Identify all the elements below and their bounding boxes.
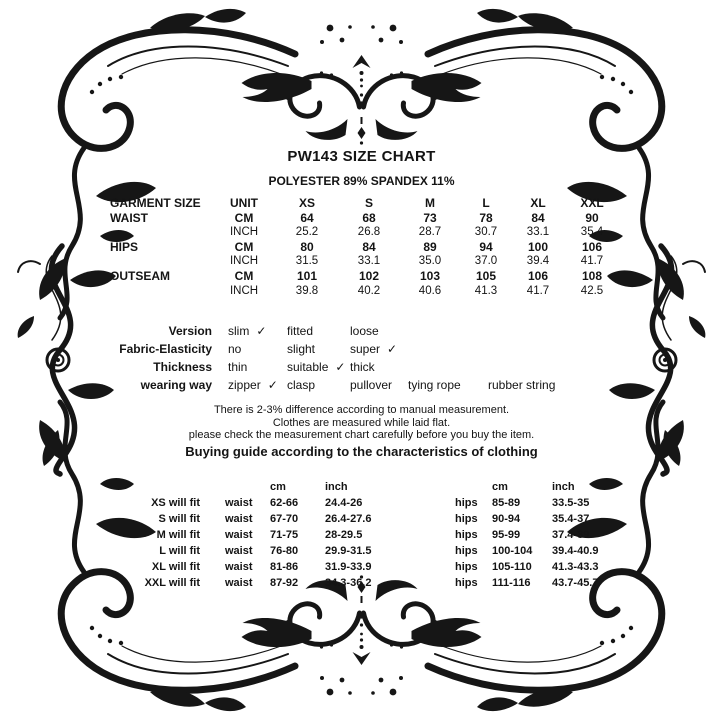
char-label: Thickness	[153, 360, 212, 374]
guide-hips-inch: 43.7-45.7	[552, 577, 599, 589]
col-header-xl: XL	[530, 196, 546, 210]
value-cell: 64	[300, 210, 314, 225]
col-header-unit: UNIT	[230, 196, 258, 210]
option-text: thick	[350, 360, 375, 374]
guide-header-row	[140, 479, 640, 495]
char-option	[350, 340, 408, 358]
size-row-hips-cm	[110, 240, 620, 255]
guide-hips-inch: 33.5-35	[552, 497, 590, 509]
size-row-waist-inch	[110, 225, 620, 240]
value-cell: 84	[531, 210, 545, 225]
option-text: loose	[350, 324, 379, 338]
char-row-elasticity	[80, 340, 555, 358]
option-text: clasp	[287, 378, 316, 392]
value-cell: 41.7	[526, 284, 550, 297]
char-option	[287, 340, 350, 358]
guide-waist-inch: 28-29.5	[325, 529, 363, 541]
value-cell: 35.0	[418, 255, 442, 268]
char-option	[350, 322, 408, 340]
value-cell: 30.7	[474, 226, 498, 239]
value-cell: 94	[479, 239, 493, 254]
guide-waist-label: waist	[225, 529, 253, 541]
option-text: suitable	[287, 360, 329, 374]
buying-guide-title: Buying guide according to the characteristics of clothing	[185, 443, 538, 459]
value-cell: 102	[358, 268, 380, 283]
guide-waist-inch: 29.9-31.5	[325, 545, 372, 557]
guide-header-inch: inch	[552, 481, 575, 493]
char-row-wearing-way	[80, 376, 555, 394]
char-label: wearing way	[140, 378, 212, 392]
guide-hips-inch: 39.4-40.9	[552, 545, 599, 557]
size-row-waist-cm	[110, 211, 620, 226]
char-label: Version	[168, 324, 212, 338]
guide-hips-cm: 90-94	[492, 513, 521, 525]
size-row-outseam-inch	[110, 284, 620, 299]
guide-waist-label: waist	[225, 497, 253, 509]
char-option	[228, 376, 287, 394]
guide-hips-cm: 85-89	[492, 497, 521, 509]
page-title: PW143 SIZE CHART	[287, 148, 436, 165]
char-option	[228, 322, 287, 340]
option-text: super	[350, 342, 381, 356]
guide-hips-cm: 100-104	[492, 545, 533, 557]
value-cell: 68	[362, 210, 376, 225]
char-option	[228, 340, 287, 358]
guide-header-cm: cm	[270, 481, 286, 493]
value-cell: 89	[423, 239, 437, 254]
unit-cell: INCH	[229, 255, 259, 268]
guide-hips-inch: 41.3-43.3	[552, 561, 599, 573]
value-cell: 33.1	[357, 255, 381, 268]
row-label: WAIST	[110, 210, 148, 225]
value-cell: 90	[585, 210, 599, 225]
value-cell: 80	[300, 239, 314, 254]
char-option	[287, 322, 350, 340]
notes-section	[0, 404, 723, 458]
char-option	[287, 358, 350, 376]
value-cell: 28.7	[418, 226, 442, 239]
option-text: zipper	[228, 378, 261, 392]
guide-hips-label: hips	[455, 529, 478, 541]
col-header-m: M	[425, 196, 435, 210]
char-options	[228, 340, 408, 358]
guide-hips-cm: 95-99	[492, 529, 521, 541]
col-header-l: L	[482, 196, 490, 210]
row-label	[110, 225, 212, 240]
spacer-cell	[140, 479, 200, 495]
guide-waist-label: waist	[225, 561, 253, 573]
value-cell: 37.0	[474, 255, 498, 268]
guide-hips-label: hips	[455, 497, 478, 509]
size-table	[110, 196, 620, 298]
guide-waist-label: waist	[225, 577, 253, 589]
value-cell: 42.5	[580, 284, 604, 297]
note-line: There is 2-3% difference according to manual measurement.	[213, 404, 510, 416]
guide-row-l	[140, 543, 640, 559]
guide-row-xs	[140, 495, 640, 511]
guide-waist-cm: 62-66	[270, 497, 299, 509]
value-cell: 41.3	[474, 284, 498, 297]
char-option	[350, 358, 408, 376]
size-row-hips-inch	[110, 254, 620, 269]
value-cell: 84	[362, 239, 376, 254]
char-row-version	[80, 322, 555, 340]
guide-waist-inch: 26.4-27.6	[325, 513, 372, 525]
col-header-xs: XS	[298, 196, 315, 210]
option-text: no	[228, 342, 242, 356]
char-option	[408, 376, 488, 394]
guide-waist-cm: 81-86	[270, 561, 299, 573]
unit-cell: CM	[234, 239, 254, 254]
guide-waist-cm: 87-92	[270, 577, 299, 589]
spacer-cell	[200, 479, 270, 495]
check-icon: ✓	[267, 378, 278, 392]
char-option	[287, 376, 350, 394]
guide-waist-inch: 34.3-36.2	[325, 577, 372, 589]
guide-size: XXL will fit	[144, 577, 200, 589]
value-cell: 31.5	[295, 255, 319, 268]
guide-row-s	[140, 511, 640, 527]
unit-cell: INCH	[229, 226, 259, 239]
char-options	[228, 376, 555, 394]
size-row-outseam-cm	[110, 269, 620, 284]
guide-header-inch: inch	[325, 481, 348, 493]
note-line: Clothes are measured while laid flat.	[272, 416, 451, 429]
value-cell: 108	[581, 268, 603, 283]
guide-waist-cm: 67-70	[270, 513, 299, 525]
value-cell: 35.4	[580, 226, 604, 239]
char-row-thickness	[80, 358, 555, 376]
guide-hips-label: hips	[455, 561, 478, 573]
guide-waist-label: waist	[225, 545, 253, 557]
guide-size: S will fit	[158, 513, 200, 525]
option-text: rubber string	[488, 378, 556, 392]
value-cell: 39.4	[526, 255, 550, 268]
char-option	[350, 376, 408, 394]
value-cell: 101	[296, 268, 318, 283]
guide-hips-inch: 37.4-39	[552, 529, 590, 541]
guide-hips-cm: 111-116	[492, 577, 531, 589]
check-icon: ✓	[387, 342, 398, 356]
row-label: HIPS	[110, 239, 139, 254]
col-header-s: S	[364, 196, 373, 210]
buying-guide-table	[140, 479, 640, 591]
value-cell: 106	[527, 268, 549, 283]
unit-cell: CM	[234, 210, 254, 225]
guide-waist-inch: 31.9-33.9	[325, 561, 372, 573]
char-option	[228, 358, 287, 376]
value-cell: 39.8	[295, 284, 319, 297]
guide-hips-label: hips	[455, 513, 478, 525]
guide-waist-cm: 71-75	[270, 529, 299, 541]
value-cell: 106	[581, 239, 603, 254]
characteristics-section	[80, 322, 555, 394]
guide-size: XL will fit	[151, 561, 200, 573]
spacer-cell	[455, 479, 492, 495]
option-text: slim	[228, 324, 250, 338]
option-text: thin	[228, 360, 248, 374]
char-label: Fabric-Elasticity	[119, 342, 212, 356]
guide-size: XS will fit	[151, 497, 200, 509]
row-label	[110, 284, 212, 299]
char-options	[228, 358, 408, 376]
value-cell: 100	[527, 239, 549, 254]
guide-hips-label: hips	[455, 577, 478, 589]
guide-hips-inch: 35.4-37	[552, 513, 590, 525]
value-cell: 25.2	[295, 226, 319, 239]
col-header-garment-size: GARMENT SIZE	[110, 196, 201, 210]
value-cell: 103	[419, 268, 441, 283]
guide-size: M will fit	[156, 529, 200, 541]
unit-cell: INCH	[229, 284, 259, 297]
row-label: OUTSEAM	[110, 268, 170, 283]
value-cell: 26.8	[357, 226, 381, 239]
option-text: tying rope	[408, 378, 461, 392]
row-label	[110, 254, 212, 269]
unit-cell: CM	[234, 268, 254, 283]
char-option	[488, 376, 555, 394]
guide-waist-inch: 24.4-26	[325, 497, 363, 509]
option-text: slight	[287, 342, 316, 356]
guide-row-xxl	[140, 575, 640, 591]
fabric-composition: POLYESTER 89% SPANDEX 11%	[268, 174, 455, 188]
guide-header-cm: cm	[492, 481, 508, 493]
guide-size: L will fit	[159, 545, 200, 557]
option-text: fitted	[287, 324, 314, 338]
guide-row-m	[140, 527, 640, 543]
guide-waist-cm: 76-80	[270, 545, 299, 557]
char-options	[228, 322, 408, 340]
guide-hips-label: hips	[455, 545, 478, 557]
value-cell: 105	[475, 268, 497, 283]
value-cell: 41.7	[580, 255, 604, 268]
value-cell: 73	[423, 210, 437, 225]
note-line: please check the measurement chart carefully before you buy the item.	[188, 429, 535, 441]
value-cell: 78	[479, 210, 493, 225]
guide-hips-cm: 105-110	[492, 561, 532, 573]
guide-waist-label: waist	[225, 513, 253, 525]
option-text: pullover	[350, 378, 393, 392]
size-table-header-row	[110, 196, 620, 211]
value-cell: 40.2	[357, 284, 381, 297]
value-cell: 40.6	[418, 284, 442, 297]
value-cell: 33.1	[526, 226, 550, 239]
check-icon: ✓	[335, 360, 346, 374]
col-header-xxl: XXL	[580, 196, 604, 210]
guide-row-xl	[140, 559, 640, 575]
check-icon: ✓	[256, 324, 267, 338]
